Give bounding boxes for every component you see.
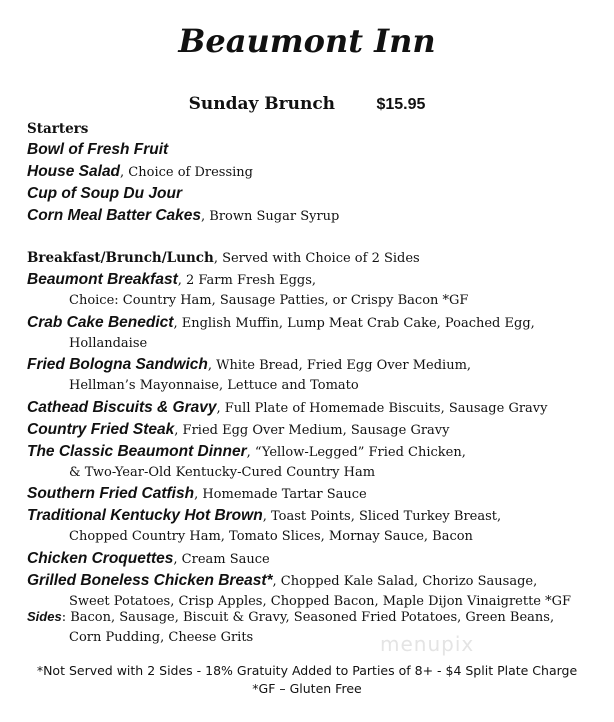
menu-item-desc: , Homemade Tartar Sauce — [194, 487, 367, 502]
footer-line2: *GF – Gluten Free — [252, 681, 362, 696]
restaurant-title: Beaumont Inn — [178, 22, 436, 60]
menu-item-desc: , “Yellow-Legged” Fried Chicken, — [246, 444, 466, 460]
breakfast-heading-desc: , Served with Choice of 2 Sides — [213, 251, 420, 266]
starters-heading: Starters — [27, 121, 89, 137]
menu-item-desc: , White Bread, Fried Egg Over Medium, — [207, 358, 472, 373]
menupix-watermark: menupix — [380, 632, 475, 656]
menu-item-desc: , Toast Points, Sliced Turkey Breast, — [262, 509, 502, 524]
menu-item-name: Cup of Soup Du Jour — [27, 185, 182, 202]
menu-item-desc: , Brown Sugar Syrup — [201, 209, 340, 224]
menu-item-name: Bowl of Fresh Fruit — [27, 141, 169, 158]
footer-note — [0, 662, 614, 698]
sides-label: Sides — [27, 609, 62, 624]
menu-item-name: Traditional Kentucky Hot Brown — [27, 507, 263, 524]
menu-header — [0, 94, 614, 114]
menu-item-cont: & Two-Year-Old Kentucky-Cured Country Ham — [69, 464, 376, 480]
menu-item-cont: Choice: Country Ham, Sausage Patties, or Crispy Bacon *GF — [69, 293, 469, 308]
menu-item-cont: Chopped Country Ham, Tomato Slices, Mornay Sauce, Bacon — [69, 529, 473, 544]
menu-item-name: Country Fried Steak — [27, 420, 175, 438]
menu-item-cont: Hellman’s Mayonnaise, Lettuce and Tomato — [69, 378, 359, 393]
menu-item-cont: Hollandaise — [69, 335, 148, 351]
menu-item-name: Corn Meal Batter Cakes — [27, 207, 202, 224]
menu-item-name: Beaumont Breakfast — [27, 271, 178, 288]
footer-line1: *Not Served with 2 Sides - 18% Gratuity Added to Parties of 8+ - $4 Split Plate Charge — [36, 663, 578, 678]
menu-item-name: Crab Cake Benedict — [27, 313, 174, 331]
breakfast-heading: Breakfast/Brunch/Lunch — [27, 250, 214, 266]
menu-item-desc: , Full Plate of Homemade Biscuits, Sausage Gravy — [216, 400, 548, 416]
menu-item-cont: Sweet Potatoes, Crisp Apples, Chopped Bacon, Maple Dijon Vinaigrette *GF — [69, 593, 572, 609]
menu-item-desc: , Chopped Kale Salad, Chorizo Sausage, — [272, 573, 538, 589]
sides-line2: Corn Pudding, Cheese Grits — [69, 630, 254, 645]
menu-item-name: Chicken Croquettes — [27, 549, 174, 567]
menu-item-desc: , Choice of Dressing — [120, 165, 254, 180]
sides-line1: : Bacon, Sausage, Biscuit & Gravy, Seasoned Fried Potatoes, Green Beans, — [61, 610, 555, 625]
menu-item-desc: , Cream Sauce — [173, 551, 270, 567]
menu-item-desc: , 2 Farm Fresh Eggs, — [177, 273, 317, 288]
menu-item-name: Cathead Biscuits & Gravy — [27, 398, 217, 416]
menu-item-name: Southern Fried Catfish — [27, 485, 195, 502]
menu-item-desc: , Fried Egg Over Medium, Sausage Gravy — [174, 422, 450, 438]
menu-item-name: Grilled Boneless Chicken Breast* — [27, 571, 273, 589]
menu-item-desc: , English Muffin, Lump Meat Crab Cake, Poached Egg, — [173, 315, 535, 331]
starters-section — [27, 120, 607, 227]
breakfast-section — [27, 248, 607, 612]
menu-title: Sunday Brunch — [188, 94, 336, 114]
menu-item-name: House Salad — [27, 163, 121, 180]
menu-price: $15.95 — [376, 96, 426, 113]
menu-item-name: Fried Bologna Sandwich — [27, 356, 208, 373]
sides-section — [27, 606, 607, 649]
menu-item-name: The Classic Beaumont Dinner — [27, 442, 247, 460]
